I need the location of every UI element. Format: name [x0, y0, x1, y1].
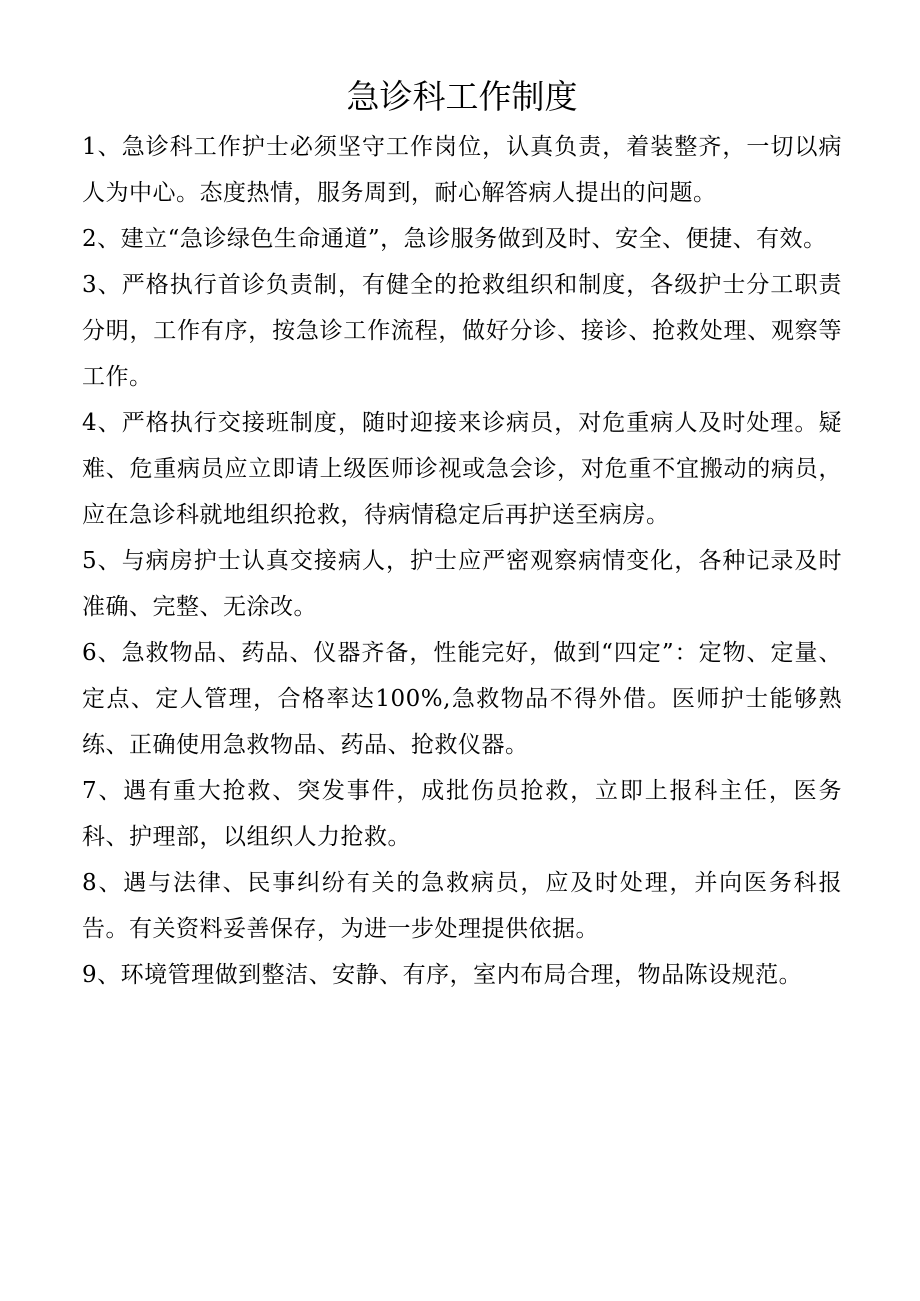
clause-3: 3、严格执行首诊负责制，有健全的抢救组织和制度，各级护士分工职责分明，工作有序，按急诊工作流程，做好分诊、接诊、抢救处理、观察等工作。 — [82, 272, 842, 390]
clause-2: 2、建立“急诊绿色生命通道”，急诊服务做到及时、安全、便捷、有效。 — [82, 226, 827, 252]
document-page — [82, 72, 842, 998]
clause-6: 6、急救物品、药品、仪器齐备，性能完好，做到“四定”：定物、定量、定点、定人管理，合格率达100%,急救物品不得外借。医师护士能够熟练、正确使用急救物品、药品、抢救仪器。 — [82, 640, 842, 758]
clause-9: 9、环境管理做到整洁、安静、有序，室内布局合理，物品陈设规范。 — [82, 962, 803, 988]
clause-4: 4、严格执行交接班制度，随时迎接来诊病员，对危重病人及时处理。疑难、危重病员应立即请上级医师诊视或急会诊，对危重不宜搬动的病员，应在急诊科就地组织抢救，待病情稳定后再护送至病房。 — [82, 410, 842, 528]
clause-7: 7、遇有重大抢救、突发事件，成批伤员抢救，立即上报科主任，医务科、护理部，以组织人力抢救。 — [82, 778, 842, 850]
document-title: 急诊科工作制度 — [346, 77, 578, 116]
clause-5: 5、与病房护士认真交接病人，护士应严密观察病情变化，各种记录及时准确、完整、无涂改。 — [82, 548, 842, 620]
clause-1: 1、急诊科工作护士必须坚守工作岗位，认真负责，着装整齐，一切以病人为中心。态度热情，服务周到，耐心解答病人提出的问题。 — [82, 134, 842, 206]
clause-8: 8、遇与法律、民事纠纷有关的急救病员，应及时处理，并向医务科报告。有关资料妥善保存，为进一步处理提供依据。 — [82, 870, 842, 942]
